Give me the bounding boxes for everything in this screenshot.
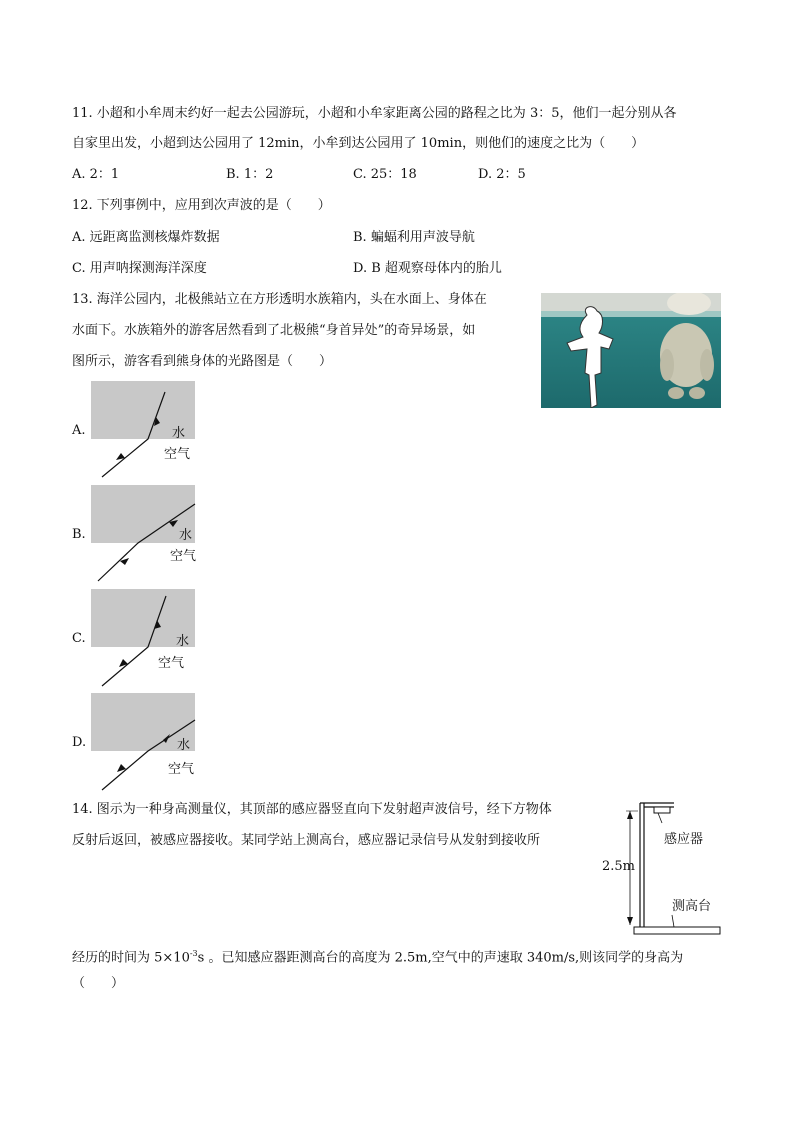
q13-option-b-diagram xyxy=(90,484,205,584)
q13-option-c-letter: C. xyxy=(72,631,86,646)
q11-option-d: D. 2：5 xyxy=(478,167,526,182)
q12-option-c: C. 用声呐探测海洋深度 xyxy=(72,261,207,276)
q13-option-b-water-label: 水 xyxy=(179,528,193,543)
q11-option-a: A. 2：1 xyxy=(72,167,120,182)
q14-stem-line3-rest: s 。已知感应器距测高台的高度为 2.5m,空气中的声速取 340m/s,则该同学的身高为 xyxy=(197,950,684,966)
q12-stem: 12. 下列事例中，应用到次声波的是（ ） xyxy=(72,198,331,213)
q11-option-b: B. 1：2 xyxy=(226,167,274,182)
q13-option-a-diagram xyxy=(90,380,205,480)
q14-time-exponent: -3 xyxy=(189,949,198,958)
q13-option-c-air-label: 空气 xyxy=(158,656,185,671)
q13-option-d-water-label: 水 xyxy=(177,738,191,753)
q11-option-c: C. 25：18 xyxy=(353,167,417,182)
q13-option-d-letter: D. xyxy=(72,735,87,750)
q14-stem-line3 xyxy=(72,945,683,967)
q14-answer-blank: （ ） xyxy=(72,976,125,991)
q14-stem-line2: 反射后返回，被感应器接收。某同学站上测高台，感应器记录信号从发射到接收所 xyxy=(72,833,541,848)
q13-option-d-diagram xyxy=(90,692,205,792)
q13-stem-line3: 图所示，游客看到熊身体的光路图是（ ） xyxy=(72,354,333,369)
polar-bear-photo xyxy=(541,293,721,408)
q13-stem-line1: 13. 海洋公园内，北极熊站立在方形透明水族箱内，头在水面上、身体在 xyxy=(72,292,487,307)
sensor-label: 感应器 xyxy=(664,832,704,847)
height-dimension-label: 2.5m xyxy=(602,859,636,874)
q13-option-a-air-label: 空气 xyxy=(164,447,191,462)
q13-option-c-diagram xyxy=(90,588,205,688)
q14-stem-line1: 14. 图示为一种身高测量仪，其顶部的感应器竖直向下发射超声波信号，经下方物体 xyxy=(72,802,552,817)
q13-option-b-air-label: 空气 xyxy=(170,549,197,564)
q12-option-d: D. B 超观察母体内的胎儿 xyxy=(353,261,502,276)
q13-option-c-water-label: 水 xyxy=(176,634,190,649)
q11-stem-line1: 11. 小超和小牟周末约好一起去公园游玩，小超和小牟家距离公园的路程之比为 3：5，他们一起分别从各 xyxy=(72,106,677,121)
q13-stem-line2: 水面下。水族箱外的游客居然看到了北极熊“身首异处”的奇异场景，如 xyxy=(72,323,476,338)
q13-option-d-air-label: 空气 xyxy=(168,762,195,777)
height-meter-diagram xyxy=(596,795,736,940)
q13-option-a-water-label: 水 xyxy=(172,426,186,441)
q13-option-b-letter: B. xyxy=(72,527,86,542)
platform-label: 测高台 xyxy=(672,899,712,914)
q11-stem-line2: 自家里出发，小超到达公园用了 12min，小牟到达公园用了 10min，则他们的速度之比为（ ） xyxy=(72,136,645,151)
q12-option-b: B. 蝙蝠利用声波导航 xyxy=(353,230,475,245)
q14-time-value: 经历的时间为 5×10 xyxy=(72,950,190,966)
q12-option-a: A. 远距离监测核爆炸数据 xyxy=(72,230,220,245)
q13-option-a-letter: A. xyxy=(72,423,86,438)
